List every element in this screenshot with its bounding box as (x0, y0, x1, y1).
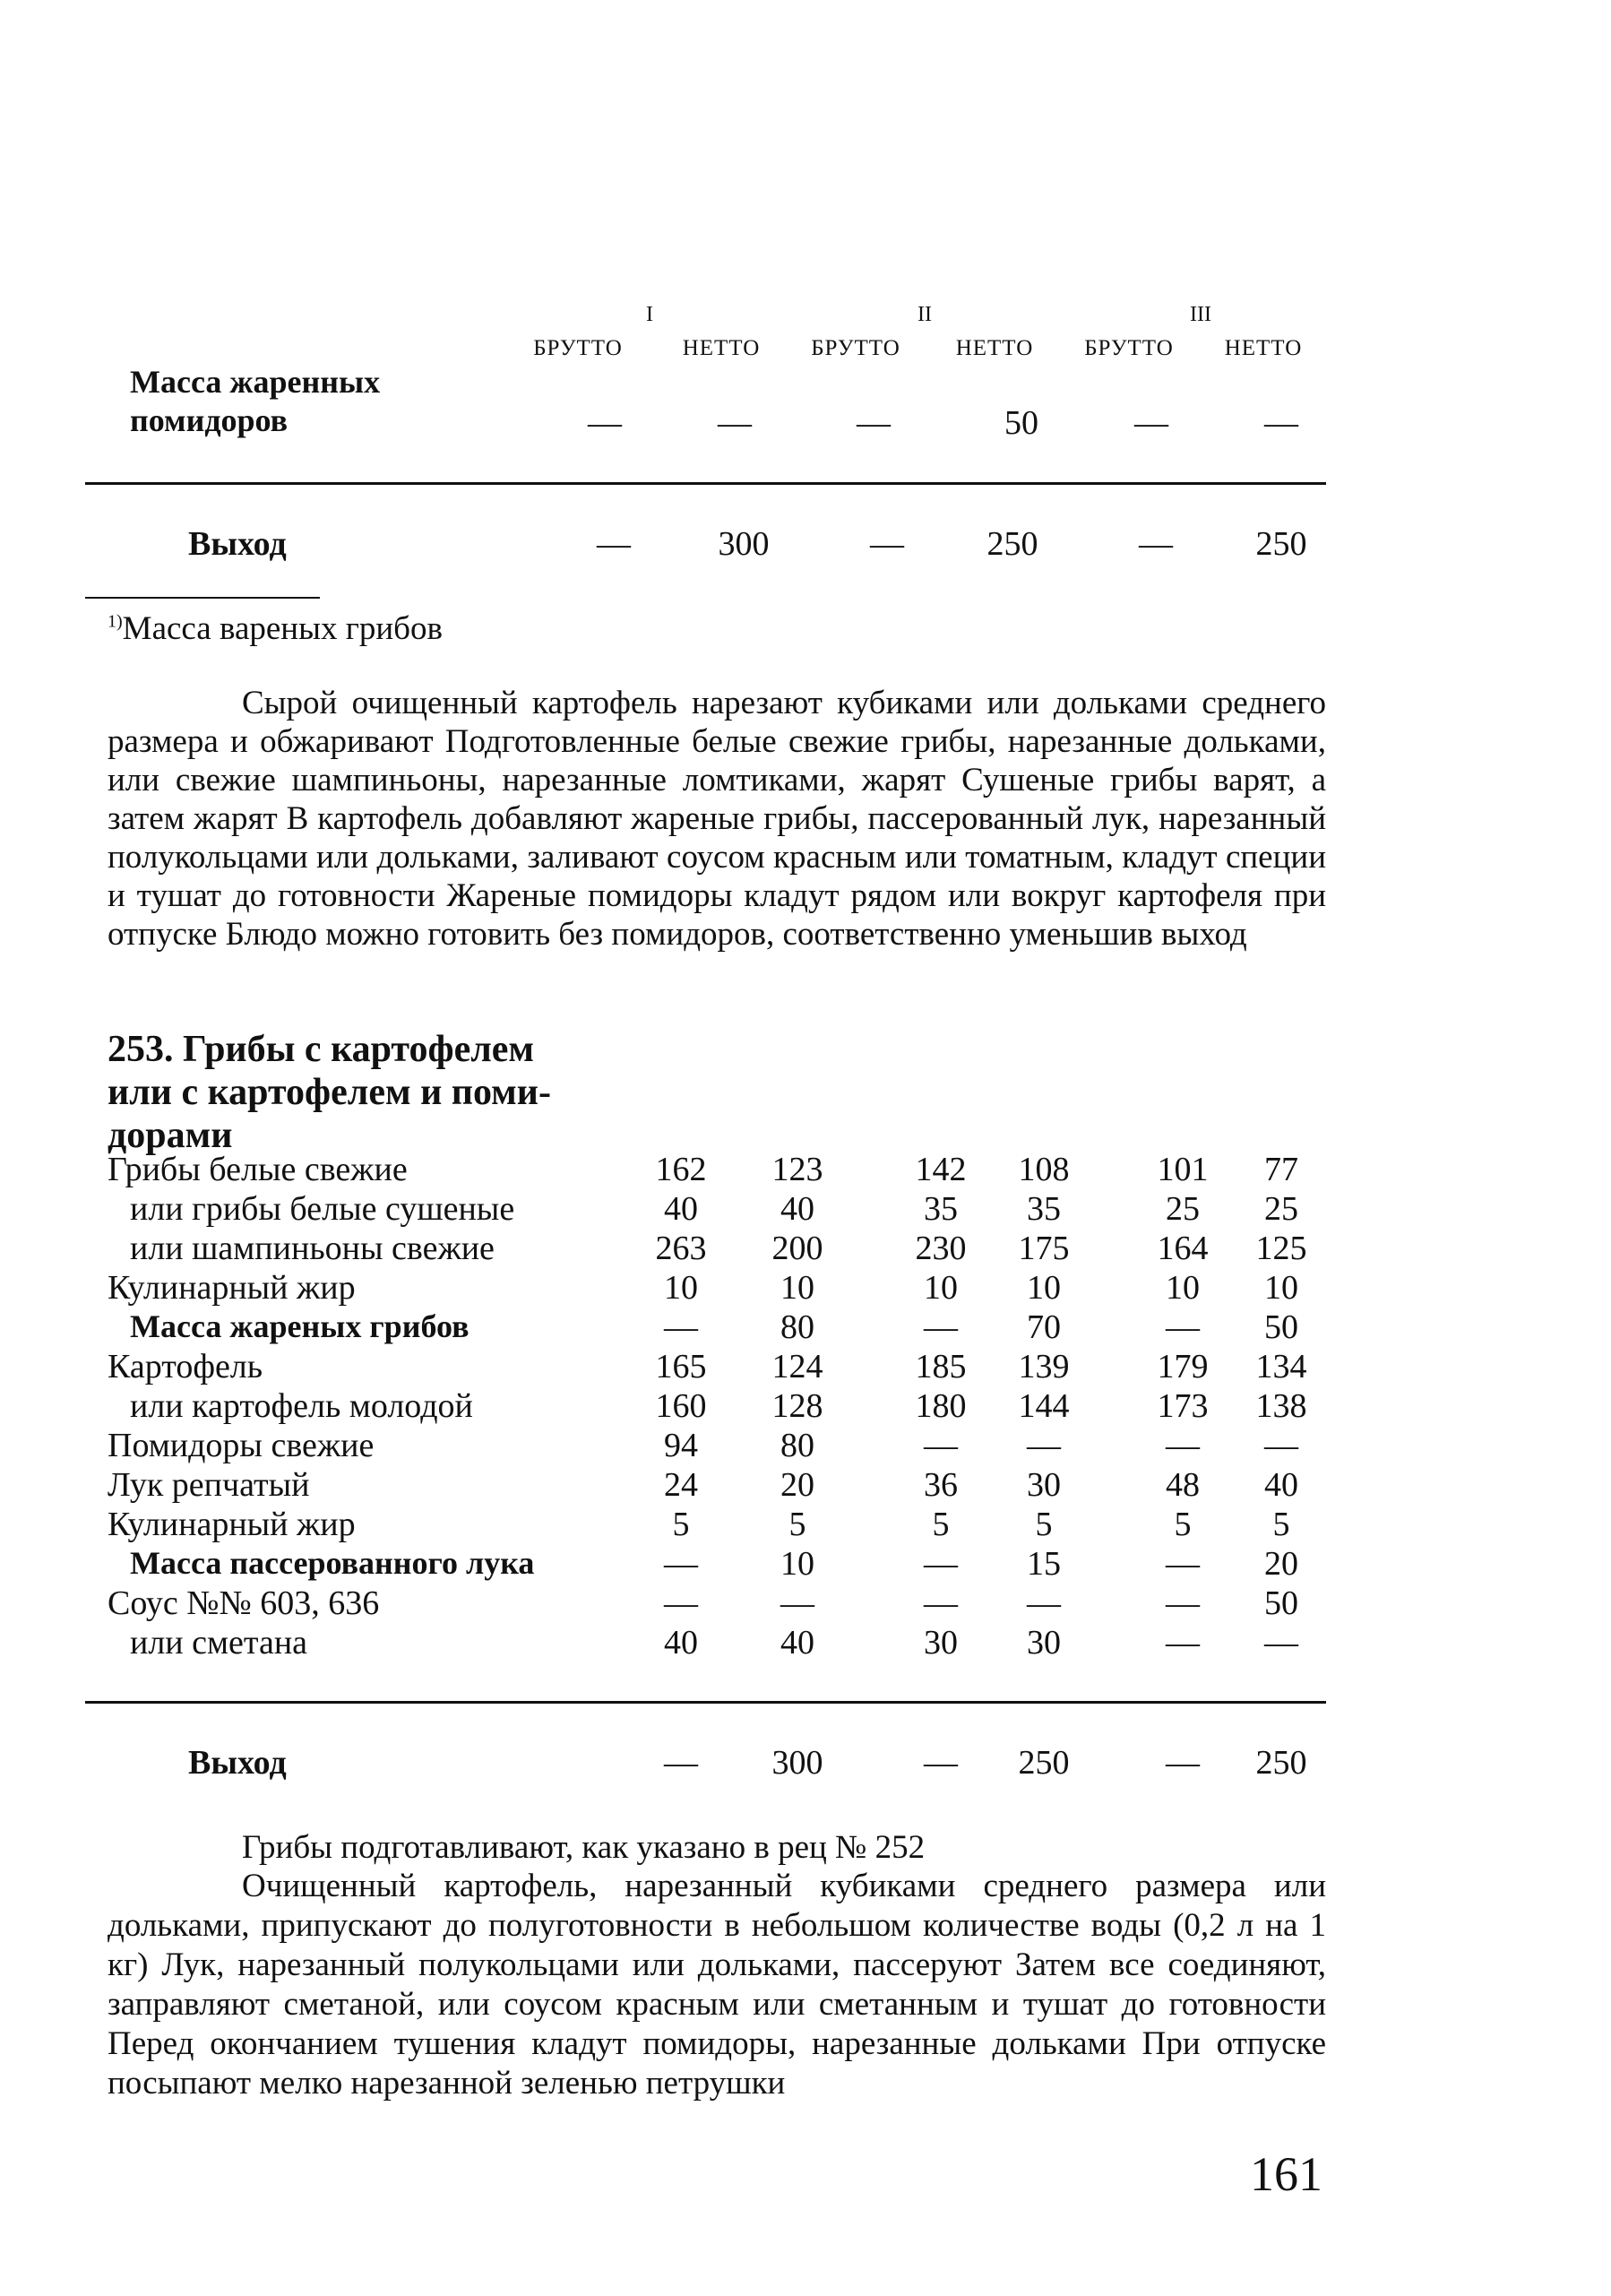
ingredient-value: 134 (1255, 1348, 1307, 1385)
recipe-title-line2: или с картофелем и поми- (108, 1072, 551, 1113)
ingredient-value: 10 (1166, 1269, 1200, 1307)
ingredient-value: 128 (771, 1387, 823, 1425)
ingredient-value: 30 (1027, 1466, 1061, 1504)
ingredient-value: 40 (1264, 1466, 1298, 1504)
ingredient-label: или сметана (130, 1624, 308, 1662)
ingredient-value: 10 (664, 1269, 698, 1307)
ingredient-label: Соус №№ 603, 636 (108, 1584, 380, 1622)
ingredient-label: Картофель (108, 1348, 263, 1385)
ingredient-value: 5 (788, 1506, 806, 1543)
footnote-divider (85, 597, 320, 599)
ingredient-value: 50 (1264, 1308, 1298, 1346)
ingredient-value: 180 (915, 1387, 967, 1425)
ingredient-value: 10 (1264, 1269, 1298, 1307)
ingredient-value: 80 (780, 1308, 814, 1346)
ingredient-value: 124 (771, 1348, 823, 1385)
ingredient-value: 164 (1157, 1230, 1209, 1267)
recipe-intro-line: Грибы подготавливают, как указано в рец № 252 (242, 1829, 926, 1866)
ingredient-value: 10 (1027, 1269, 1061, 1307)
ingredient-value: 125 (1255, 1230, 1307, 1267)
ingredient-value: — (924, 1584, 958, 1622)
ingredient-value: — (1166, 1545, 1200, 1583)
recipe-253-paragraph: Очищенный картофель, нарезанный кубиками среднего размера или дольками, припускают до полуготовности в небольшом количестве воды (0,2 л на 1 кг) Лук, нарезанный полукольцами или дольками, пассеруют Затем все соединяют, заправляют сметаной, или соусом красным или сметанным и тушат до готовности Перед окончанием тушения кладут помидоры, нарезанные дольками При отпуске посыпают мелко нарезанной зеленью петрушки (108, 1868, 1326, 2102)
top-yield-value-3: — (870, 525, 904, 563)
ingredient-label: Лук репчатый (108, 1466, 310, 1504)
recipe-table-divider (85, 1701, 1326, 1704)
recipe-yield-value-6: 250 (1255, 1744, 1307, 1782)
ingredient-value: 10 (780, 1545, 814, 1583)
ingredient-value: 77 (1264, 1151, 1298, 1188)
ingredient-value: 144 (1018, 1387, 1070, 1425)
ingredient-value: 5 (1272, 1506, 1290, 1543)
top-yield-value-6: 250 (1255, 525, 1307, 563)
ingredient-value: 230 (915, 1230, 967, 1267)
ingredient-value: 5 (672, 1506, 690, 1543)
ingredient-label: Грибы белые свежие (108, 1151, 408, 1188)
footnote-text: Масса вареных грибов (122, 610, 443, 647)
ingredient-value: 24 (664, 1466, 698, 1504)
ingredient-label: Масса пассерованного лука (130, 1545, 535, 1581)
ingredient-label: или картофель молодой (130, 1387, 473, 1425)
ingredient-value: — (780, 1584, 814, 1622)
ingredient-value: 5 (1174, 1506, 1192, 1543)
ingredient-value: 35 (1027, 1190, 1061, 1228)
ingredient-value: — (1166, 1624, 1200, 1662)
ingredient-value: 263 (655, 1230, 707, 1267)
recipe-yield-label: Выход (188, 1744, 287, 1782)
column-header-brutto-3: БРУТТО (1084, 336, 1174, 360)
top-yield-value-2: 300 (718, 525, 770, 563)
ingredient-value: 173 (1157, 1387, 1209, 1425)
recipe-yield-value-4: 250 (1018, 1744, 1070, 1782)
ingredient-value: 108 (1018, 1151, 1070, 1188)
ingredient-value: 10 (924, 1269, 958, 1307)
recipe-yield-value-1: — (664, 1744, 698, 1782)
ingredient-value: 15 (1027, 1545, 1061, 1583)
ingredient-value: 25 (1166, 1190, 1200, 1228)
ingredient-value: 48 (1166, 1466, 1200, 1504)
top-yield-value-5: — (1139, 525, 1173, 563)
ingredient-value: 80 (780, 1427, 814, 1464)
column-header-netto-3: НЕТТО (1224, 336, 1303, 360)
column-group-2-label: II (917, 303, 932, 326)
ingredient-value: — (1027, 1427, 1061, 1464)
ingredient-value: 101 (1157, 1151, 1209, 1188)
ingredient-value: 10 (780, 1269, 814, 1307)
ingredient-label: Помидоры свежие (108, 1427, 375, 1464)
recipe-yield-value-3: — (924, 1744, 958, 1782)
ingredient-value: 165 (655, 1348, 707, 1385)
ingredient-value: 139 (1018, 1348, 1070, 1385)
ingredient-value: — (1027, 1584, 1061, 1622)
column-header-brutto-1: БРУТТО (533, 336, 623, 360)
ingredient-value: 5 (932, 1506, 950, 1543)
ingredient-value: 20 (780, 1466, 814, 1504)
footnote (108, 609, 443, 648)
row-label-fried-tomatoes-line2: помидоров (130, 402, 289, 438)
column-header-netto-2: НЕТТО (955, 336, 1034, 360)
ingredient-value: 70 (1027, 1308, 1061, 1346)
ingredient-value: 40 (664, 1190, 698, 1228)
top-row-value-6: — (1264, 404, 1298, 442)
ingredient-value: 20 (1264, 1545, 1298, 1583)
ingredient-value: — (1166, 1584, 1200, 1622)
ingredient-label: Кулинарный жир (108, 1506, 356, 1543)
ingredient-value: 50 (1264, 1584, 1298, 1622)
recipe-yield-value-5: — (1166, 1744, 1200, 1782)
ingredient-value: — (664, 1584, 698, 1622)
top-yield-value-4: 250 (986, 525, 1038, 563)
top-row-value-5: — (1134, 404, 1168, 442)
ingredient-value: 36 (924, 1466, 958, 1504)
ingredient-value: 40 (780, 1624, 814, 1662)
ingredient-value: 94 (664, 1427, 698, 1464)
ingredient-value: 162 (655, 1151, 707, 1188)
ingredient-value: — (1264, 1427, 1298, 1464)
top-row-value-2: — (718, 404, 752, 442)
ingredient-value: — (924, 1308, 958, 1346)
ingredient-value: — (924, 1545, 958, 1583)
ingredient-value: 25 (1264, 1190, 1298, 1228)
recipe-253-method (108, 1867, 1326, 2103)
row-label-fried-tomatoes-line1: Масса жаренных (130, 364, 381, 400)
recipe-yield-value-2: 300 (771, 1744, 823, 1782)
ingredient-value: 142 (915, 1151, 967, 1188)
ingredient-value: 200 (771, 1230, 823, 1267)
ingredient-label: Масса жареных грибов (130, 1308, 470, 1344)
recipe-252-paragraph: Сырой очищенный картофель нарезают кубиками или дольками среднего размера и обжаривают Подготовленные белые свежие грибы, нарезанные дольками, или свежие шампиньоны, нарезанные ломтиками, жарят Сушеные грибы варят, а затем жарят В картофель добавляют жареные грибы, пассерованный лук, нарезанный полукольцами или дольками, заливают соусом красным или томатным, кладут специи и тушат до готовности Жареные помидоры кладут рядом или вокруг картофеля при отпуске Блюдо можно готовить без помидоров, соответственно уменьшив выход (108, 685, 1326, 953)
page-number: 161 (1250, 2147, 1322, 2201)
ingredient-value: 30 (924, 1624, 958, 1662)
column-header-netto-1: НЕТТО (682, 336, 761, 360)
ingredient-value: 160 (655, 1387, 707, 1425)
ingredient-value: 185 (915, 1348, 967, 1385)
column-header-brutto-2: БРУТТО (811, 336, 900, 360)
recipe-title-line3: дорами (108, 1115, 233, 1156)
recipe-title-line1: 253. Грибы с картофелем (108, 1029, 535, 1070)
ingredient-value: 35 (924, 1190, 958, 1228)
ingredient-value: — (1166, 1308, 1200, 1346)
ingredient-label: или грибы белые сушеные (130, 1190, 515, 1228)
top-row-value-1: — (588, 404, 622, 442)
top-row-value-3: — (857, 404, 891, 442)
ingredient-label: или шампиньоны свежие (130, 1230, 495, 1267)
ingredient-value: 40 (780, 1190, 814, 1228)
ingredient-value: 175 (1018, 1230, 1070, 1267)
top-yield-value-1: — (597, 525, 631, 563)
ingredient-value: — (1166, 1427, 1200, 1464)
table-divider (85, 482, 1326, 485)
yield-label: Выход (188, 525, 287, 563)
recipe-252-method (108, 684, 1326, 954)
ingredient-value: 179 (1157, 1348, 1209, 1385)
ingredient-value: 30 (1027, 1624, 1061, 1662)
column-group-1-label: I (646, 303, 653, 326)
column-group-3-label: III (1190, 303, 1211, 326)
ingredient-value: 5 (1035, 1506, 1053, 1543)
footnote-mark: 1) (108, 611, 123, 632)
ingredient-value: 40 (664, 1624, 698, 1662)
ingredient-value: — (664, 1545, 698, 1583)
ingredient-value: 138 (1255, 1387, 1307, 1425)
ingredient-value: — (924, 1427, 958, 1464)
ingredient-value: — (664, 1308, 698, 1346)
ingredient-value: 123 (771, 1151, 823, 1188)
top-row-value-4: 50 (1004, 404, 1038, 442)
ingredient-value: — (1264, 1624, 1298, 1662)
ingredient-label: Кулинарный жир (108, 1269, 356, 1307)
